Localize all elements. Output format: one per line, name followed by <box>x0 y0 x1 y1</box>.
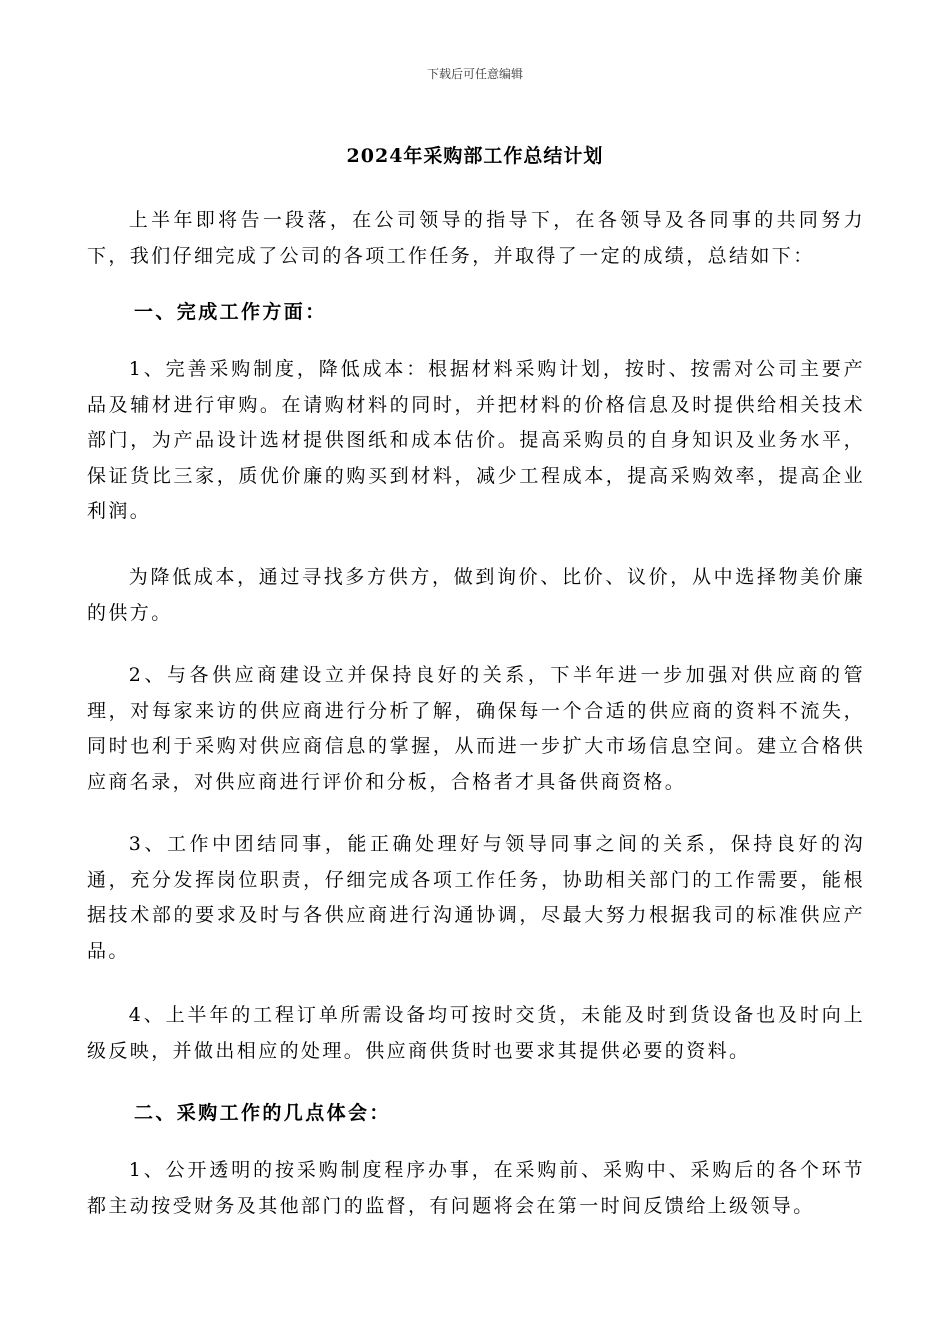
section-2-paragraph-1: 1、公开透明的按采购制度程序办事，在采购前、采购中、采购后的各个环节都主动按受财务及其他部门的监督，有问题将会在第一时间反馈给上级领导。 <box>87 1159 865 1217</box>
section-1-paragraph-2: 为降低成本，通过寻找多方供方，做到询价、比价、议价，从中选择物美价廉的供方。 <box>87 566 865 624</box>
section-1-paragraph-3: 2、与各供应商建设立并保持良好的关系，下半年进一步加强对供应商的管理，对每家来访的供应商进行分析了解，确保每一个合适的供应商的资料不流失，同时也利于采购对供应商信息的掌握，从而进一步扩大市场信息空间。建立合格供应商名录，对供应商进行评价和分板，合格者才具备供商资格。 <box>87 664 865 793</box>
header-note: 下载后可任意编辑 <box>426 67 523 81</box>
section-2-heading: 二、采购工作的几点体会： <box>134 1102 391 1124</box>
section-1-paragraph-1: 1、完善采购制度，降低成本：根据材料采购计划，按时、按需对公司主要产品及辅材进行审购。在请购材料的同时，并把材料的价格信息及时提供给相关技术部门，为产品设计选材提供图纸和成本估价。提高采购员的自身知识及业务水平，保证货比三家，质优价廉的购买到材料，减少工程成本，提高采购效率，提高企业利润。 <box>87 358 865 522</box>
intro-paragraph: 上半年即将告一段落，在公司领导的指导下，在各领导及各同事的共同努力下，我们仔细完成了公司的各项工作任务，并取得了一定的成绩，总结如下： <box>87 209 865 267</box>
section-1-paragraph-5: 4、上半年的工程订单所需设备均可按时交货，未能及时到货设备也及时向上级反映，并做出相应的处理。供应商供货时也要求其提供必要的资料。 <box>87 1004 865 1062</box>
document-title: 2024年采购部工作总结计划 <box>346 145 604 167</box>
section-1-paragraph-4: 3、工作中团结同事，能正确处理好与领导同事之间的关系，保持良好的沟通，充分发挥岗位职责，仔细完成各项工作任务，协助相关部门的工作需要，能根据技术部的要求及时与各供应商进行沟通协调，尽最大努力根据我司的标准供应产品。 <box>87 833 865 962</box>
section-1-heading: 一、完成工作方面： <box>134 301 327 323</box>
